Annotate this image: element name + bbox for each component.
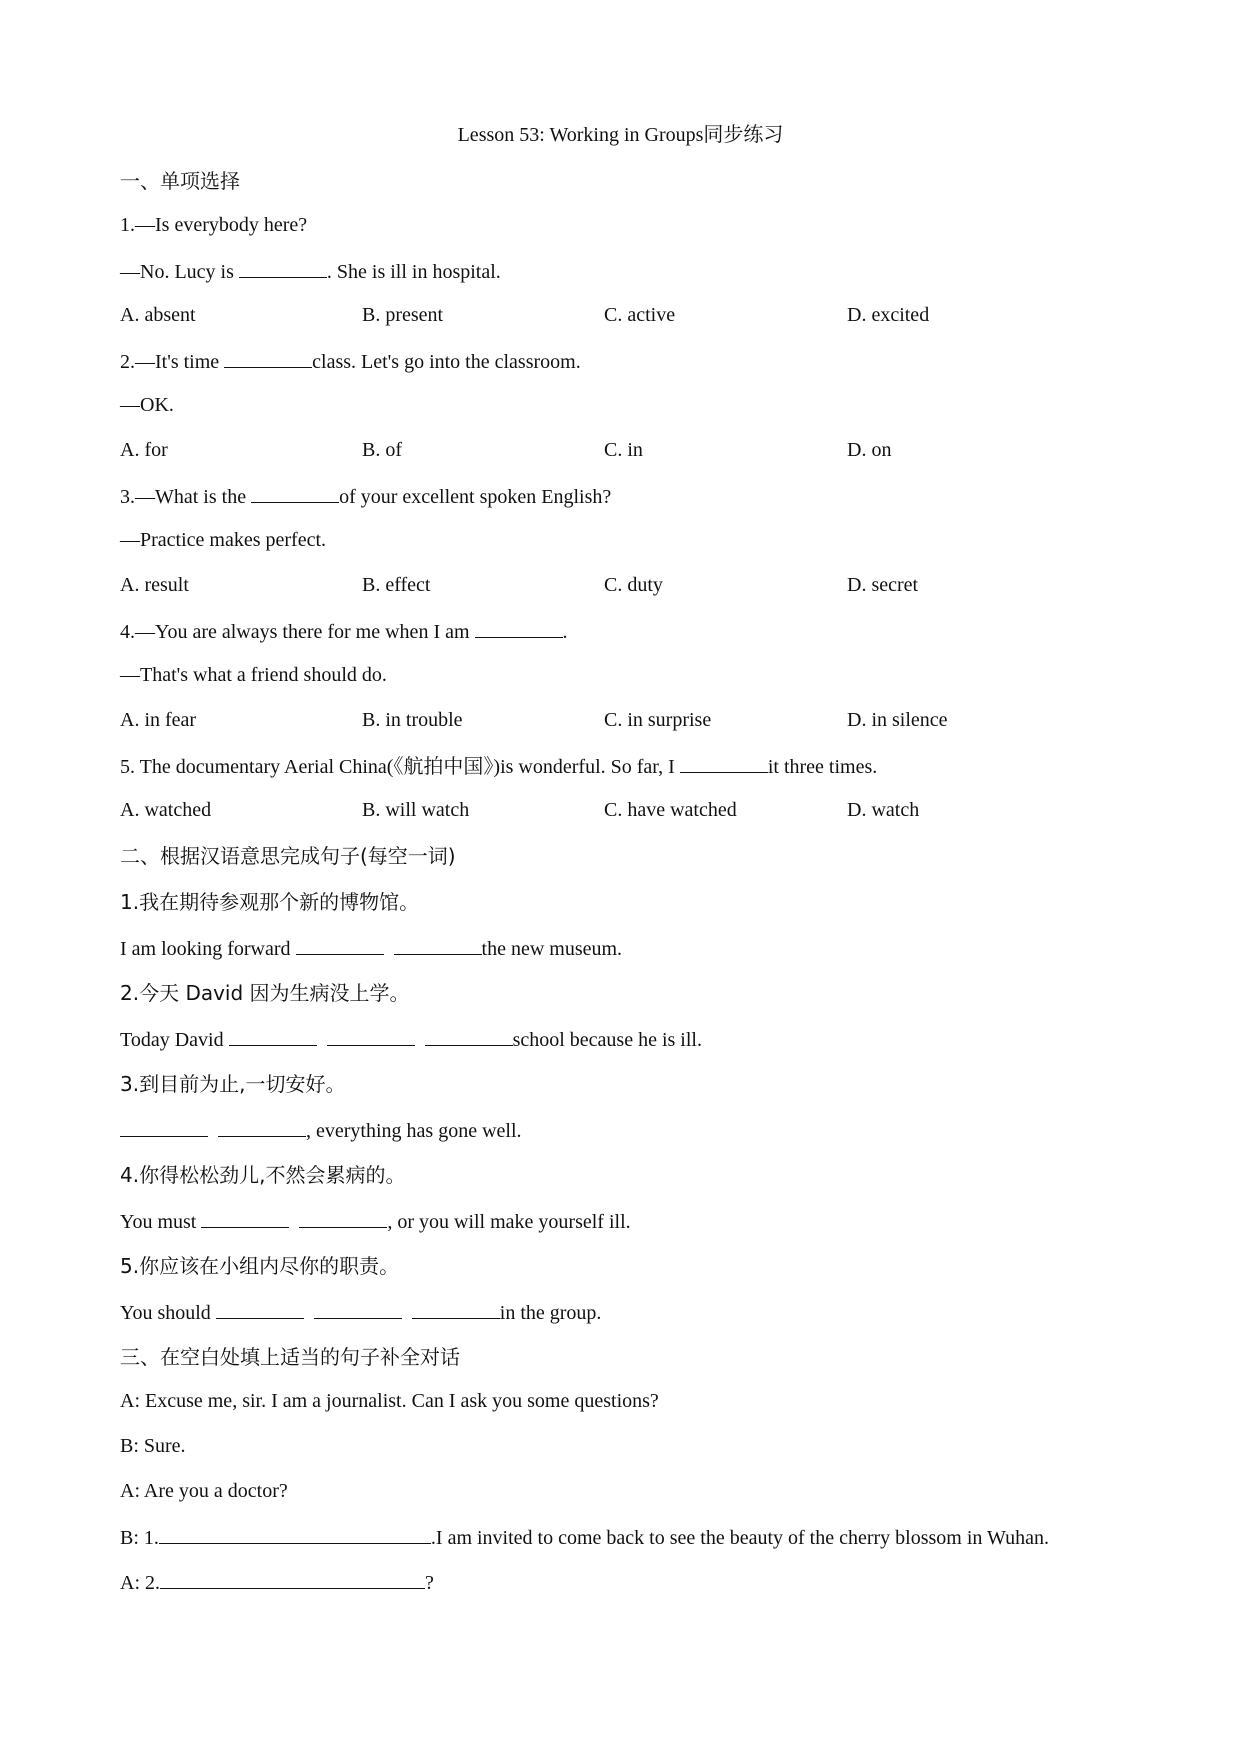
answer-blank[interactable]	[296, 932, 384, 955]
sentence-text: , or you will make yourself ill.	[387, 1211, 631, 1233]
answer-blank[interactable]	[251, 480, 339, 503]
option-d[interactable]: D. watch	[847, 799, 920, 821]
sentence-5-chinese: 5.你应该在小组内尽你的职责。	[120, 1254, 400, 1278]
option-c[interactable]: C. active	[604, 304, 676, 326]
sentence-2-english	[120, 1023, 702, 1053]
answer-blank[interactable]	[394, 932, 482, 955]
sentence-1-chinese: 1.我在期待参观那个新的博物馆。	[120, 890, 420, 914]
option-b[interactable]: B. effect	[362, 574, 431, 596]
option-d[interactable]: D. excited	[847, 304, 930, 326]
question-text: 3.—What is the	[120, 486, 252, 508]
dialogue-line-3: A: Are you a doctor?	[120, 1480, 288, 1502]
question-text: . She is ill in hospital.	[326, 261, 501, 283]
question-4-line-1	[120, 615, 568, 645]
answer-blank[interactable]	[201, 1205, 289, 1228]
dialogue-text: .I am invited to come back to see the beauty of the cherry blossom in Wuhan.	[430, 1527, 1050, 1549]
answer-blank[interactable]	[475, 615, 563, 638]
option-a[interactable]: A. absent	[120, 304, 196, 326]
question-text: it three times.	[767, 756, 878, 778]
option-c[interactable]: C. in	[604, 439, 643, 461]
question-2-line-2: —OK.	[120, 394, 174, 416]
sentence-text: I am looking forward	[120, 938, 296, 960]
option-c[interactable]: C. duty	[604, 574, 663, 596]
answer-blank[interactable]	[159, 1521, 431, 1544]
question-text: —No. Lucy is	[120, 261, 239, 283]
question-4-line-2: —That's what a friend should do.	[120, 664, 387, 686]
question-2-line-1	[120, 345, 581, 375]
option-a[interactable]: A. watched	[120, 799, 212, 821]
dialogue-text: ?	[425, 1572, 434, 1594]
sentence-1-english	[120, 932, 622, 962]
sentence-5-english	[120, 1296, 601, 1326]
question-5-line-1	[120, 750, 877, 780]
question-5-options	[120, 795, 1120, 825]
section-heading-multiple-choice: 一、单项选择	[120, 169, 240, 193]
option-a[interactable]: A. in fear	[120, 709, 197, 731]
section-heading-translation: 二、根据汉语意思完成句子(每空一词)	[120, 844, 456, 868]
sentence-text: school because he is ill.	[512, 1029, 702, 1051]
answer-blank[interactable]	[314, 1296, 402, 1319]
sentence-text: Today David	[120, 1029, 229, 1051]
option-b[interactable]: B. will watch	[362, 799, 470, 821]
dialogue-line-5	[120, 1566, 434, 1596]
question-1-line-1: 1.—Is everybody here?	[120, 214, 308, 236]
dialogue-text: A: 2.	[120, 1572, 160, 1594]
option-a[interactable]: A. result	[120, 574, 189, 596]
question-3-options	[120, 570, 1120, 600]
page-title: Lesson 53: Working in Groups同步练习	[457, 124, 784, 146]
dialogue-line-4	[120, 1521, 1049, 1551]
sentence-3-chinese: 3.到目前为止,一切安好。	[120, 1072, 346, 1096]
section-heading-dialogue: 三、在空白处填上适当的句子补全对话	[120, 1345, 460, 1369]
answer-blank[interactable]	[218, 1114, 306, 1137]
answer-blank[interactable]	[299, 1205, 387, 1228]
question-text: .	[562, 621, 568, 643]
option-c[interactable]: C. have watched	[604, 799, 737, 821]
question-text: 4.—You are always there for me when I am	[120, 621, 475, 643]
sentence-3-english	[120, 1114, 522, 1144]
question-3-line-1	[120, 480, 611, 510]
question-text: 2.—It's time	[120, 351, 225, 373]
question-text: of your excellent spoken English?	[339, 486, 612, 508]
answer-blank[interactable]	[680, 750, 768, 773]
answer-blank[interactable]	[160, 1566, 425, 1589]
question-2-options	[120, 435, 1120, 465]
sentence-4-english	[120, 1205, 631, 1235]
answer-blank[interactable]	[224, 345, 312, 368]
answer-blank[interactable]	[229, 1023, 317, 1046]
option-a[interactable]: A. for	[120, 439, 168, 461]
question-1-line-2	[120, 255, 501, 285]
sentence-text: You must	[120, 1211, 202, 1233]
option-b[interactable]: B. of	[362, 439, 402, 461]
option-d[interactable]: D. secret	[847, 574, 919, 596]
dialogue-line-2: B: Sure.	[120, 1435, 186, 1457]
dialogue-text: B: 1.	[120, 1527, 159, 1549]
option-d[interactable]: D. in silence	[847, 709, 948, 731]
answer-blank[interactable]	[412, 1296, 500, 1319]
answer-blank[interactable]	[216, 1296, 304, 1319]
dialogue-line-1: A: Excuse me, sir. I am a journalist. Can I ask you some questions?	[120, 1390, 659, 1412]
sentence-2-chinese: 2.今天 David 因为生病没上学。	[120, 981, 410, 1005]
question-1-options	[120, 300, 1120, 330]
question-4-options	[120, 705, 1120, 735]
option-b[interactable]: B. present	[362, 304, 444, 326]
sentence-4-chinese: 4.你得松松劲儿,不然会累病的。	[120, 1163, 406, 1187]
option-c[interactable]: C. in surprise	[604, 709, 712, 731]
answer-blank[interactable]	[425, 1023, 513, 1046]
question-text: 5. The documentary Aerial China(《航拍中国》)is wonderful. So far, I	[120, 756, 680, 778]
option-b[interactable]: B. in trouble	[362, 709, 463, 731]
sentence-text: in the group.	[499, 1302, 602, 1324]
answer-blank[interactable]	[327, 1023, 415, 1046]
answer-blank[interactable]	[120, 1114, 208, 1137]
answer-blank[interactable]	[239, 255, 327, 278]
sentence-text: , everything has gone well.	[306, 1120, 522, 1142]
option-d[interactable]: D. on	[847, 439, 892, 461]
sentence-text: You should	[120, 1302, 216, 1324]
sentence-text: the new museum.	[481, 938, 623, 960]
question-text: class. Let's go into the classroom.	[312, 351, 581, 373]
question-3-line-2: —Practice makes perfect.	[120, 529, 327, 551]
